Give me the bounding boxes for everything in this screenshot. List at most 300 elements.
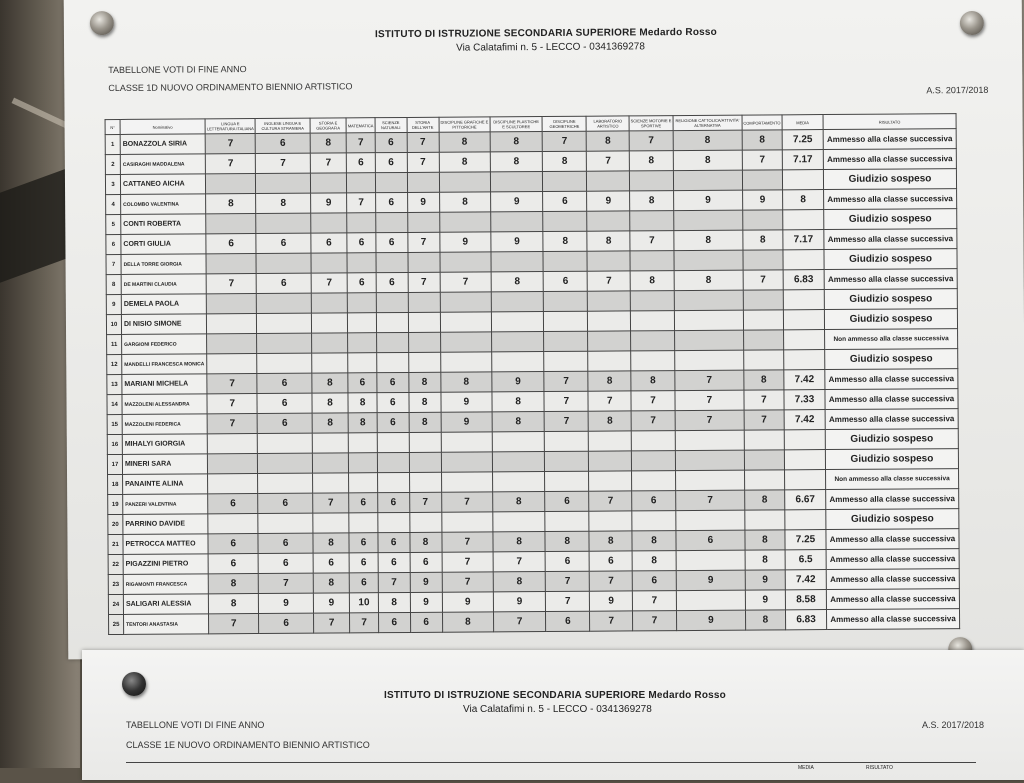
grade-cell: 6	[376, 232, 408, 252]
grade-cell	[348, 313, 377, 333]
grade-cell: 8	[744, 370, 784, 390]
grade-cell: 8	[674, 230, 743, 250]
grade-cell: 8	[439, 152, 491, 172]
grade-cell	[258, 473, 313, 493]
student-name: RIGAMONTI FRANCESCA	[123, 574, 208, 595]
average-cell	[785, 510, 826, 530]
grade-cell: 8	[348, 413, 377, 433]
grade-cell: 7	[742, 150, 782, 170]
average-cell: 7.42	[785, 570, 826, 590]
student-number: 18	[108, 474, 123, 494]
grade-cell	[543, 291, 587, 311]
grade-cell	[674, 250, 743, 270]
grade-cell: 8	[745, 610, 785, 630]
grade-cell	[492, 432, 544, 452]
grade-cell: 7	[209, 614, 259, 634]
student-number: 11	[107, 334, 122, 354]
grade-cell: 9	[491, 192, 543, 212]
grade-cell: 7	[207, 414, 257, 434]
grade-cell: 9	[745, 570, 785, 590]
grade-cell	[675, 430, 744, 450]
grade-cell: 6	[378, 532, 410, 552]
grade-cell	[743, 350, 783, 370]
grade-cell: 6	[632, 571, 676, 591]
grade-cell	[440, 332, 492, 352]
grade-cell	[742, 170, 782, 190]
average-cell	[784, 430, 825, 450]
col-result-header: RISULTATO	[823, 114, 956, 130]
grade-cell	[257, 313, 312, 333]
grade-cell: 8	[742, 130, 782, 150]
grade-cell: 8	[408, 372, 440, 392]
grade-cell	[589, 471, 632, 491]
grade-cell: 7	[350, 613, 379, 633]
grade-cell: 6	[378, 612, 410, 632]
grade-cell: 7	[587, 151, 630, 171]
grade-cell	[491, 292, 543, 312]
result-cell: Ammesso alla classe successiva	[823, 149, 956, 170]
grade-cell	[492, 352, 544, 372]
student-number: 15	[107, 414, 122, 434]
grade-cell	[674, 330, 743, 350]
grade-cell: 8	[630, 271, 674, 291]
student-number: 6	[106, 234, 121, 254]
grade-cell: 6	[375, 192, 407, 212]
grade-cell	[207, 334, 257, 354]
grade-cell: 6	[258, 493, 313, 513]
grade-cell: 9	[407, 192, 439, 212]
grade-cell: 8	[631, 371, 675, 391]
grade-cell: 9	[441, 412, 493, 432]
grade-cell: 9	[492, 372, 544, 392]
grade-cell: 9	[674, 190, 743, 210]
grade-cell	[490, 172, 542, 192]
grade-cell: 8	[348, 393, 377, 413]
grade-cell	[629, 171, 673, 191]
student-name: GARGIONI FEDERICO	[122, 334, 207, 355]
student-name: CASIRAGHI MADDALENA	[120, 154, 205, 175]
grade-cell: 9	[590, 591, 633, 611]
average-cell: 7.42	[784, 370, 825, 390]
grade-cell	[377, 432, 409, 452]
grade-cell	[743, 310, 783, 330]
grade-cell	[743, 290, 783, 310]
grade-cell: 6	[543, 271, 587, 291]
col-subject-header: DISCIPLINE GRAFICHE E PITTORICHE	[439, 117, 491, 132]
result-cell: Ammesso alla classe successiva	[826, 609, 959, 630]
grade-cell: 6	[347, 273, 376, 293]
grade-cell: 6	[256, 133, 311, 153]
grade-cell	[674, 290, 743, 310]
grade-cell	[745, 510, 785, 530]
average-cell: 6.83	[785, 610, 826, 630]
grade-cell: 7	[312, 493, 349, 513]
student-name: DELLA TORRE GIORGIA	[121, 254, 206, 275]
grade-cell: 7	[588, 271, 631, 291]
grade-cell	[491, 252, 543, 272]
grade-cell: 7	[206, 274, 256, 294]
col-media-header: MEDIA	[782, 115, 823, 130]
average-cell	[783, 210, 824, 230]
grade-cell	[632, 471, 676, 491]
col-media-header: MEDIA	[798, 765, 814, 771]
grade-cell: 8	[630, 191, 674, 211]
grade-cell	[207, 354, 257, 374]
grade-cell: 8	[745, 550, 785, 570]
grade-cell: 6	[208, 554, 258, 574]
student-name: MAZZOLENI ALESSANDRA	[122, 394, 207, 415]
grade-cell: 6	[258, 533, 313, 553]
grade-cell: 8	[673, 130, 742, 150]
grade-cell	[375, 172, 407, 192]
result-cell: Ammesso alla classe successiva	[826, 589, 959, 610]
grade-cell	[589, 431, 632, 451]
result-cell: Ammesso alla classe successiva	[825, 369, 958, 390]
grade-cell: 8	[490, 152, 542, 172]
grade-cell	[258, 453, 313, 473]
grade-cell: 8	[589, 411, 632, 431]
grade-cell	[673, 170, 742, 190]
grade-cell	[630, 311, 674, 331]
grade-cell: 7	[589, 491, 632, 511]
grade-cell	[675, 450, 744, 470]
grade-cell: 7	[378, 572, 410, 592]
school-name: ISTITUTO DI ISTRUZIONE SECONDARIA SUPERIORE Medardo Rosso	[384, 690, 726, 701]
grade-cell: 6	[545, 551, 589, 571]
grade-cell: 8	[744, 490, 784, 510]
grade-cell: 8	[545, 531, 589, 551]
grade-cell: 6	[410, 612, 442, 632]
student-number: 2	[105, 154, 120, 174]
grade-cell: 7	[256, 153, 311, 173]
result-cell: Giudizio sospeso	[823, 169, 956, 190]
grade-cell: 9	[313, 593, 350, 613]
grade-cell: 6	[375, 152, 407, 172]
student-name: MARIANI MICHELA	[122, 374, 207, 395]
grade-cell	[588, 311, 631, 331]
student-number: 21	[108, 534, 123, 554]
grade-cell: 7	[346, 133, 375, 153]
sheet-title: TABELLONE VOTI DI FINE ANNO	[126, 720, 265, 730]
grade-cell: 7	[311, 273, 348, 293]
grade-cell	[206, 294, 256, 314]
grade-cell: 6	[377, 392, 409, 412]
grade-cell: 7	[407, 152, 439, 172]
student-number: 19	[108, 494, 123, 514]
grade-cell: 6	[378, 552, 410, 572]
student-number: 12	[107, 354, 122, 374]
school-address: Via Calatafimi n. 5 - LECCO - 0341369278	[463, 704, 652, 715]
grade-cell	[407, 172, 439, 192]
grade-cell	[744, 470, 784, 490]
grade-cell: 6	[259, 613, 314, 633]
grade-cell: 8	[312, 393, 349, 413]
grade-cell	[313, 513, 350, 533]
grade-cell	[588, 291, 631, 311]
grade-cell: 6	[348, 373, 377, 393]
grade-cell: 7	[440, 272, 492, 292]
grade-cell: 7	[744, 390, 784, 410]
grade-cell	[492, 332, 544, 352]
grade-cell: 7	[675, 410, 744, 430]
grade-cell: 7	[442, 552, 494, 572]
grade-cell: 6	[377, 372, 409, 392]
grade-cell	[493, 512, 545, 532]
grade-cell: 9	[410, 592, 442, 612]
grade-cell	[349, 453, 378, 473]
grade-cell: 8	[409, 532, 441, 552]
grade-cell	[676, 590, 745, 610]
grade-cell	[377, 452, 409, 472]
grade-cell: 7	[631, 411, 675, 431]
grade-cell	[543, 171, 587, 191]
grade-cell	[440, 352, 492, 372]
average-cell: 7.17	[782, 150, 823, 170]
grade-cell: 6	[311, 233, 348, 253]
average-cell	[782, 170, 823, 190]
grade-cell: 8	[492, 392, 544, 412]
grade-cell: 8	[587, 131, 630, 151]
result-cell: Giudizio sospeso	[824, 249, 957, 270]
grade-cell: 7	[544, 411, 588, 431]
student-number: 13	[107, 374, 122, 394]
grade-cell: 6	[258, 553, 313, 573]
student-name: CATTANEO AICHA	[120, 174, 205, 195]
grade-cell	[631, 451, 675, 471]
grade-cell: 7	[544, 391, 588, 411]
grade-cell: 6	[256, 233, 311, 253]
grade-cell	[544, 351, 588, 371]
col-subject-header: LABORATORIO ARTISTICO	[587, 116, 630, 131]
grade-cell: 7	[632, 611, 676, 631]
grade-cell: 7	[545, 591, 589, 611]
grade-cell: 7	[207, 374, 257, 394]
grade-cell: 7	[542, 131, 586, 151]
grade-cell	[492, 452, 544, 472]
col-name-header: Nominativo	[120, 119, 205, 135]
col-subject-header: COMPORTAMENTO	[742, 115, 782, 130]
grade-cell: 7	[545, 571, 589, 591]
grade-cell: 6	[257, 393, 312, 413]
grade-cell	[408, 332, 440, 352]
grade-cell	[743, 330, 783, 350]
grade-cell	[311, 213, 348, 233]
student-number: 20	[108, 514, 123, 534]
grade-cell: 8	[492, 412, 544, 432]
grade-cell: 9	[439, 232, 491, 252]
grade-cell	[409, 452, 441, 472]
grade-cell: 7	[407, 232, 439, 252]
student-name: MINERI SARA	[122, 454, 207, 475]
grade-cell: 7	[442, 532, 494, 552]
student-name: MAZZOLENI FEDERICA	[122, 414, 207, 435]
result-cell: Ammesso alla classe successiva	[826, 569, 959, 590]
grade-cell: 9	[587, 191, 630, 211]
student-name: PANAINTE ALINA	[123, 474, 208, 495]
grade-cell	[349, 513, 378, 533]
grade-cell: 7	[441, 492, 493, 512]
grade-cell: 8	[313, 573, 350, 593]
grade-cell: 9	[493, 592, 545, 612]
school-year: A.S. 2017/2018	[926, 84, 989, 96]
grade-cell	[441, 512, 493, 532]
grade-cell: 6	[375, 132, 407, 152]
grade-cell	[378, 512, 410, 532]
grade-cell	[408, 292, 440, 312]
grade-cell	[543, 251, 587, 271]
grade-cell	[257, 353, 312, 373]
grade-cell: 8	[312, 373, 349, 393]
average-cell	[783, 310, 824, 330]
grade-cell: 6	[257, 373, 312, 393]
student-name: BONAZZOLA SIRIA	[120, 134, 205, 155]
grade-cell	[587, 251, 630, 271]
student-name: SALIGARI ALESSIA	[123, 594, 208, 615]
grade-cell	[631, 331, 675, 351]
grade-cell: 8	[312, 413, 349, 433]
result-cell: Ammesso alla classe successiva	[825, 409, 958, 430]
grade-cell	[545, 471, 589, 491]
grade-cell	[675, 350, 744, 370]
grade-cell	[441, 432, 493, 452]
grade-cell	[348, 333, 377, 353]
student-name: CONTI ROBERTA	[121, 214, 206, 235]
average-cell	[784, 330, 825, 350]
student-number: 3	[105, 174, 120, 194]
grade-cell	[409, 432, 441, 452]
result-cell: Ammesso alla classe successiva	[826, 529, 959, 550]
grade-cell	[208, 474, 258, 494]
class-name: CLASSE 1D NUOVO ORDINAMENTO BIENNIO ARTISTICO	[108, 81, 353, 94]
grade-cell	[207, 454, 257, 474]
grade-cell	[256, 173, 311, 193]
result-cell: Non ammesso alla classe successiva	[826, 469, 959, 490]
grade-cell: 6	[376, 272, 408, 292]
grade-cell	[631, 431, 675, 451]
grade-cell	[376, 312, 408, 332]
grade-cell	[258, 513, 313, 533]
grade-cell	[347, 293, 376, 313]
grade-cell: 10	[350, 593, 379, 613]
student-number: 1	[105, 134, 120, 154]
grade-cell: 8	[493, 492, 545, 512]
grade-cell	[376, 332, 408, 352]
grade-cell: 9	[742, 190, 782, 210]
student-number: 10	[106, 314, 121, 334]
average-cell: 8.58	[785, 590, 826, 610]
grades-table	[105, 113, 961, 635]
grade-cell: 8	[440, 372, 492, 392]
grade-cell: 7	[207, 394, 257, 414]
grade-cell: 6	[257, 413, 312, 433]
grade-cell	[674, 310, 743, 330]
average-cell: 6.67	[785, 490, 826, 510]
grade-cell: 6	[632, 491, 676, 511]
school-address: Via Calatafimi n. 5 - LECCO - 0341369278	[456, 41, 645, 54]
result-cell: Ammesso alla classe successiva	[826, 549, 959, 570]
grade-cell	[256, 213, 311, 233]
grade-cell: 9	[676, 610, 745, 630]
average-cell: 7.25	[782, 130, 823, 150]
grade-cell	[589, 451, 632, 471]
grade-cell	[376, 252, 408, 272]
result-cell: Non ammesso alla classe successiva	[825, 329, 958, 350]
grade-cell: 7	[632, 591, 676, 611]
grade-cell: 6	[377, 412, 409, 432]
grade-cell	[207, 314, 257, 334]
grade-cell	[493, 472, 545, 492]
grade-cell: 7	[676, 490, 745, 510]
grade-cell: 6	[590, 551, 633, 571]
grade-cell	[744, 450, 784, 470]
student-name: PETROCCA MATTEO	[123, 534, 208, 555]
grade-cell	[347, 173, 376, 193]
grade-cell	[441, 472, 493, 492]
average-cell: 6.83	[783, 270, 824, 290]
student-number: 24	[108, 594, 123, 614]
grade-cell: 6	[545, 491, 589, 511]
grade-cell	[408, 352, 440, 372]
result-cell: Ammesso alla classe successiva	[823, 129, 956, 150]
grade-cell	[743, 250, 783, 270]
result-cell: Giudizio sospeso	[825, 449, 958, 470]
grade-cell	[407, 212, 439, 232]
grade-cell: 6	[349, 573, 378, 593]
grade-cell: 6	[257, 273, 312, 293]
grade-cell: 8	[490, 132, 542, 152]
wall-scratch	[12, 98, 69, 129]
grade-cell	[630, 291, 674, 311]
student-number: 25	[109, 614, 124, 634]
grade-cell: 8	[409, 412, 441, 432]
grade-cell	[376, 292, 408, 312]
grade-cell: 6	[410, 552, 442, 572]
grade-cell: 6	[543, 191, 587, 211]
grade-cell	[311, 313, 348, 333]
grade-cell: 7	[675, 370, 744, 390]
col-subject-header: SCIENZE NATURALI	[375, 117, 407, 132]
grade-cell: 8	[543, 231, 587, 251]
wall-stain	[0, 167, 70, 282]
pushpin-icon	[90, 11, 114, 35]
grade-cell: 9	[441, 392, 493, 412]
grade-cell	[544, 431, 588, 451]
student-number: 22	[108, 554, 123, 574]
student-name: DI NISIO SIMONE	[121, 314, 206, 335]
result-cell: Giudizio sospeso	[824, 309, 957, 330]
grade-cell: 7	[205, 134, 255, 154]
grade-cell: 8	[674, 270, 743, 290]
pushpin-icon	[122, 672, 146, 696]
student-name: PIGAZZINI PIETRO	[123, 554, 208, 575]
grade-cell	[543, 211, 587, 231]
grade-cell	[377, 352, 409, 372]
grade-cell: 7	[313, 613, 350, 633]
average-cell	[783, 250, 824, 270]
partial-table-header	[126, 762, 976, 783]
grade-cell: 7	[631, 391, 675, 411]
grade-cell: 6	[208, 534, 258, 554]
average-cell: 8	[783, 190, 824, 210]
grade-cell: 9	[410, 572, 442, 592]
grade-cell	[407, 252, 439, 272]
grade-cell	[440, 312, 492, 332]
grade-cell	[311, 333, 348, 353]
student-number: 5	[106, 214, 121, 234]
grade-cell	[206, 174, 256, 194]
col-subject-header: SCIENZE MOTORIE E SPORTIVE	[629, 116, 673, 131]
grade-cell: 7	[493, 552, 545, 572]
